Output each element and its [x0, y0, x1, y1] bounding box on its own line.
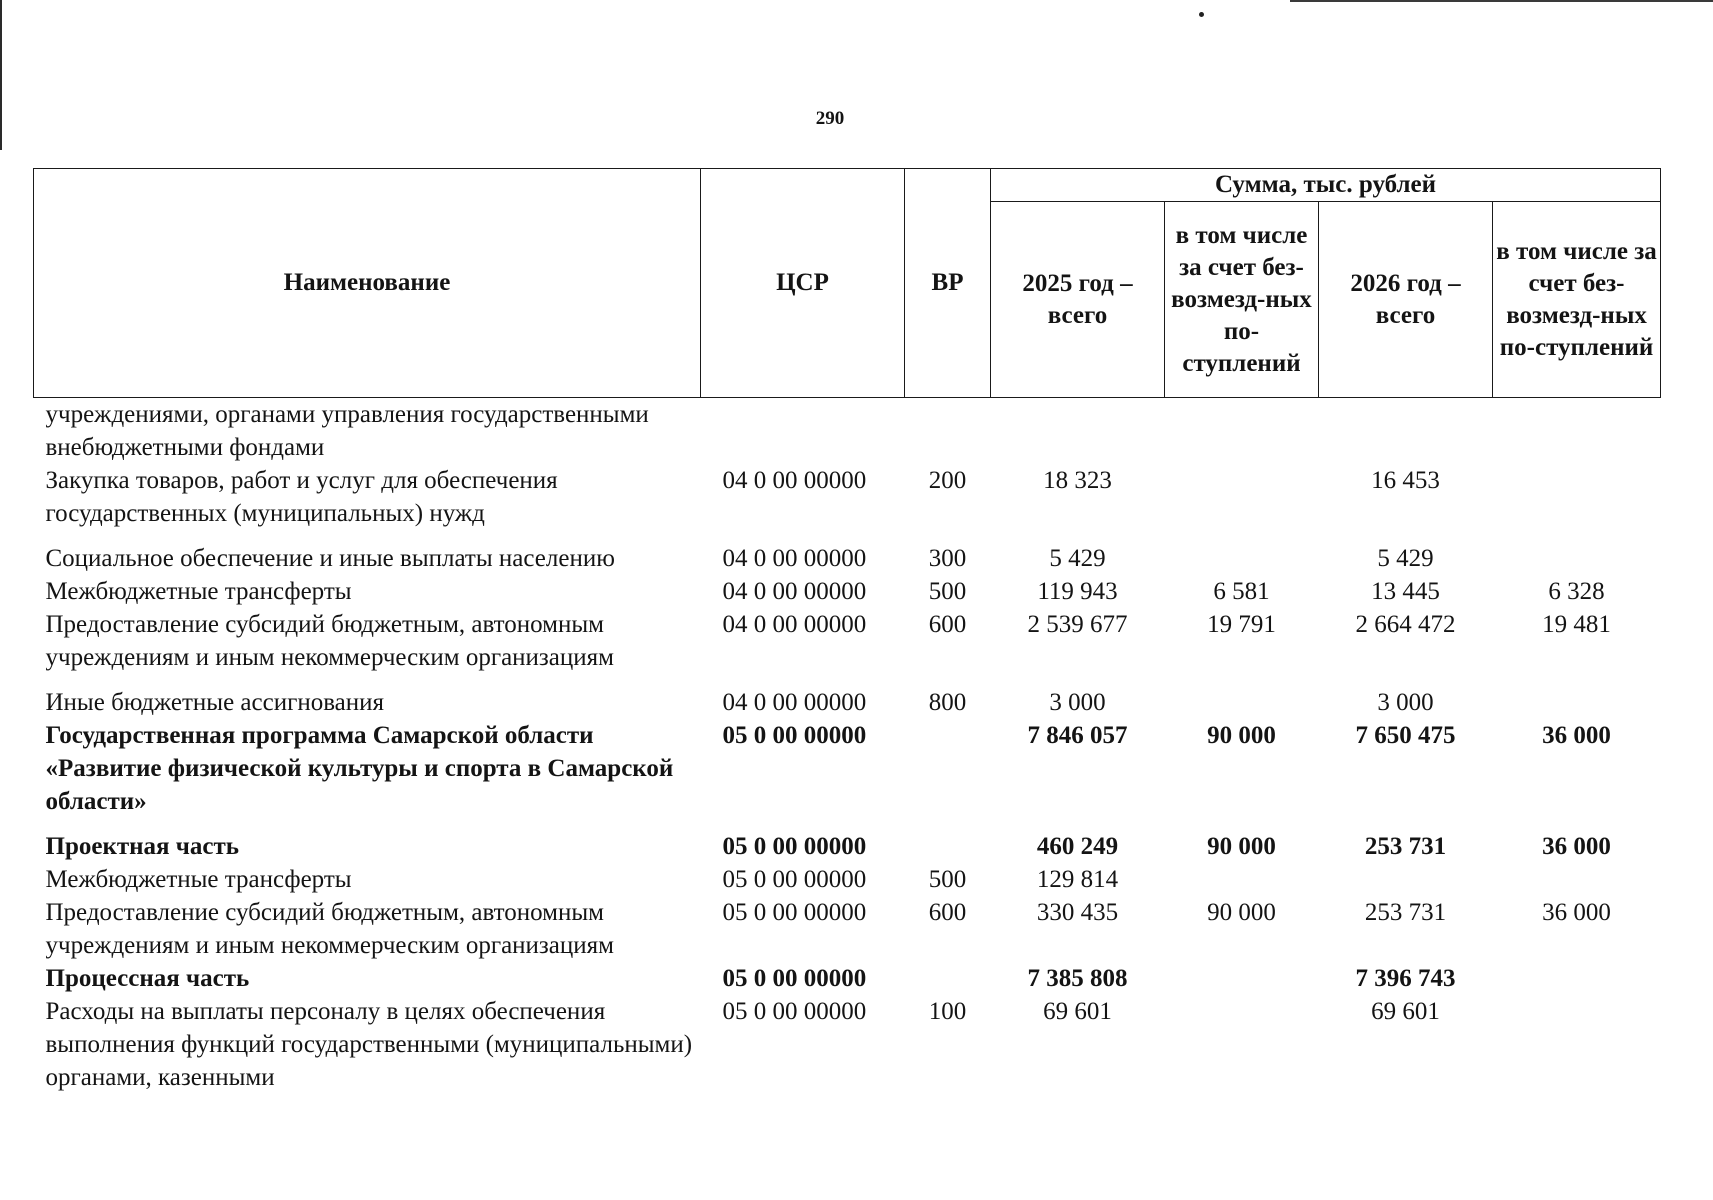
- cell-vr: 300: [928, 545, 967, 572]
- cell-csr: 04 0 00 00000: [722, 578, 867, 605]
- cell-name: Расходы на выплаты персоналу в целях обеспечения выполнения функций государственными (муниципальными) органами, казенными: [45, 998, 693, 1091]
- cell-2026-grants: 36 000: [1542, 722, 1611, 749]
- cell-2026-total: 3 000: [1377, 689, 1434, 716]
- cell-name: Закупка товаров, работ и услуг для обеспечения государственных (муниципальных) нужд: [45, 467, 558, 527]
- scan-speck: [1199, 12, 1204, 17]
- cell-2025-total: 330 435: [1036, 899, 1119, 926]
- table-row: [34, 995, 1661, 1094]
- cell-name: Предоставление субсидий бюджетным, автономным учреждениям и иным некоммерческим организациям: [45, 611, 614, 671]
- cell-2025-total: 129 814: [1036, 866, 1119, 893]
- header-2025-total: 2025 год – всего: [991, 202, 1165, 398]
- cell-2025-total: 119 943: [1037, 578, 1118, 605]
- cell-2026-total: 2 664 472: [1355, 611, 1456, 638]
- table-row: [34, 464, 1661, 530]
- table-row: [34, 719, 1661, 818]
- cell-name: Процессная часть: [45, 965, 250, 992]
- cell-2026-grants: [1493, 674, 1661, 719]
- cell-2026-grants: [1493, 530, 1661, 575]
- cell-2026-total: [1319, 863, 1493, 896]
- cell-name: Социальное обеспечение и иные выплаты населению: [45, 545, 615, 572]
- cell-2026-grants: 6 328: [1548, 578, 1605, 605]
- cell-vr: 800: [928, 689, 967, 716]
- cell-2026-total: [1319, 398, 1493, 465]
- cell-csr: 05 0 00 00000: [722, 965, 867, 992]
- cell-vr: 500: [928, 866, 967, 893]
- table-row: [34, 530, 1661, 575]
- cell-2025-grants: [1165, 530, 1319, 575]
- header-2026-total: 2026 год – всего: [1319, 202, 1493, 398]
- table-row: [34, 962, 1661, 995]
- cell-name: Проектная часть: [45, 833, 240, 860]
- table-row: [34, 863, 1661, 896]
- cell-csr: 04 0 00 00000: [722, 467, 867, 494]
- cell-csr: 04 0 00 00000: [722, 689, 867, 716]
- cell-2026-grants: [1493, 464, 1661, 530]
- cell-csr: 04 0 00 00000: [722, 545, 867, 572]
- cell-2026-total: 253 731: [1364, 899, 1447, 926]
- cell-csr: 05 0 00 00000: [722, 998, 867, 1025]
- page-number: 290: [815, 108, 845, 129]
- budget-table: [33, 168, 1661, 1094]
- cell-name: учреждениями, органами управления государственными внебюджетными фондами: [45, 401, 649, 461]
- cell-name: Межбюджетные трансферты: [45, 866, 352, 893]
- cell-csr: 05 0 00 00000: [722, 899, 867, 926]
- cell-csr: 05 0 00 00000: [722, 833, 867, 860]
- cell-2025-grants: [1165, 674, 1319, 719]
- scan-edge-top: [1290, 0, 1713, 2]
- cell-csr: 05 0 00 00000: [722, 866, 867, 893]
- table-row: [34, 896, 1661, 962]
- cell-vr: [905, 398, 991, 465]
- table-row: [34, 674, 1661, 719]
- cell-2026-grants: [1493, 995, 1661, 1094]
- cell-name: Иные бюджетные ассигнования: [45, 689, 385, 716]
- cell-2025-grants: [1165, 398, 1319, 465]
- table-body: [34, 398, 1661, 1095]
- cell-2025-total: 5 429: [1049, 545, 1106, 572]
- cell-2026-grants: [1493, 962, 1661, 995]
- cell-vr: [905, 818, 991, 863]
- cell-2026-grants: 36 000: [1542, 899, 1611, 926]
- cell-vr: 100: [928, 998, 967, 1025]
- cell-2026-grants: 36 000: [1542, 833, 1611, 860]
- cell-name: Государственная программа Самарской области «Развитие физической культуры и спорта в Самарской области»: [45, 722, 674, 815]
- header-name: Наименование: [34, 169, 701, 398]
- scan-edge-left: [0, 0, 2, 150]
- cell-2025-grants: [1165, 962, 1319, 995]
- cell-2025-grants: [1165, 863, 1319, 896]
- cell-2025-total: 18 323: [1043, 467, 1112, 494]
- cell-2026-total: 253 731: [1364, 833, 1447, 860]
- cell-2025-grants: [1165, 464, 1319, 530]
- cell-name: Межбюджетные трансферты: [45, 578, 352, 605]
- header-sum-group: Сумма, тыс. рублей: [991, 169, 1661, 202]
- header-2026-grants: в том числе за счет без-возмезд-ных по-ступлений: [1493, 202, 1661, 398]
- cell-2025-grants: 90 000: [1207, 722, 1276, 749]
- cell-2026-total: 5 429: [1377, 545, 1434, 572]
- cell-vr: [905, 719, 991, 818]
- cell-vr: 600: [928, 899, 967, 926]
- cell-2025-total: 3 000: [1049, 689, 1106, 716]
- cell-name: Предоставление субсидий бюджетным, автономным учреждениям и иным некоммерческим организациям: [45, 899, 614, 959]
- cell-csr: 04 0 00 00000: [722, 611, 867, 638]
- header-2025-grants: в том числе за счет без-возмезд-ных по-ступлений: [1165, 202, 1319, 398]
- cell-vr: [905, 962, 991, 995]
- cell-2026-grants: [1493, 863, 1661, 896]
- cell-csr: 05 0 00 00000: [722, 722, 867, 749]
- cell-2025-grants: 90 000: [1207, 833, 1276, 860]
- cell-vr: 200: [928, 467, 967, 494]
- cell-2026-total: 69 601: [1371, 998, 1440, 1025]
- cell-2025-total: 2 539 677: [1027, 611, 1128, 638]
- cell-2026-total: 13 445: [1371, 578, 1440, 605]
- cell-2025-total: 7 385 808: [1027, 965, 1128, 992]
- cell-2025-total: 460 249: [1036, 833, 1119, 860]
- table-row: [34, 608, 1661, 674]
- header-csr: ЦСР: [701, 169, 905, 398]
- cell-2025-grants: 19 791: [1207, 611, 1276, 638]
- cell-vr: 600: [928, 611, 967, 638]
- cell-2026-total: 7 396 743: [1355, 965, 1456, 992]
- cell-2025-grants: 90 000: [1207, 899, 1276, 926]
- header-vr: ВР: [905, 169, 991, 398]
- cell-2025-grants: [1165, 995, 1319, 1094]
- cell-2025-grants: 6 581: [1213, 578, 1270, 605]
- cell-2025-total: [991, 398, 1165, 465]
- cell-csr: [701, 398, 905, 465]
- cell-2026-grants: 19 481: [1542, 611, 1611, 638]
- cell-2025-total: 69 601: [1043, 998, 1112, 1025]
- cell-2026-grants: [1493, 398, 1661, 465]
- table-row: [34, 398, 1661, 465]
- cell-vr: 500: [928, 578, 967, 605]
- table-row: [34, 818, 1661, 863]
- cell-2025-total: 7 846 057: [1027, 722, 1128, 749]
- cell-2026-total: 16 453: [1371, 467, 1440, 494]
- table-row: [34, 575, 1661, 608]
- table-header: [34, 169, 1661, 398]
- cell-2026-total: 7 650 475: [1355, 722, 1456, 749]
